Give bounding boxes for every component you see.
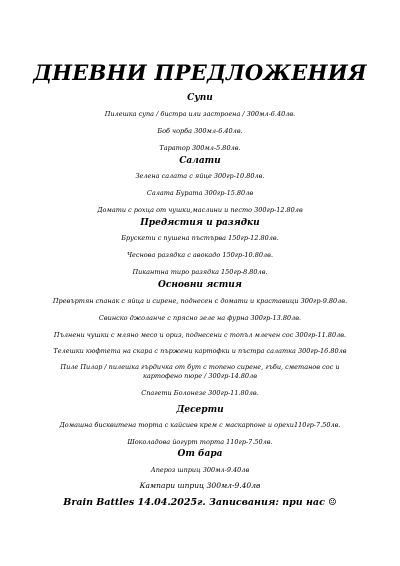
menu-item: Кампари шприц 300мл-9.40лв — [139, 481, 261, 490]
section-heading-bar: От бара — [177, 449, 223, 459]
event-announcement: Brain Battles 14.04.2025г. Записвания: при нас ☺ — [63, 497, 337, 508]
section-heading-starters: Предястия и разядки — [140, 218, 260, 228]
menu-item: Салата Бурата 300гр-15.80лв — [146, 189, 254, 197]
menu-item: Апероз шприц 300мл-9.40лв — [150, 466, 250, 474]
menu-item: Пиле Пилар / пилешка гърдичка от бут с топено сирене, гъби, сметанов сос и картофено пюре / 300гр-14.80лв — [60, 363, 340, 380]
section-heading-salads: Салати — [179, 156, 221, 166]
menu-item: Боб чорба 300мл-6.40лв. — [157, 127, 243, 135]
menu-item: Чеснова разядка с авокадо 150гр-10.80лв. — [126, 251, 274, 259]
section-heading-soups: Супи — [187, 93, 213, 103]
menu-item: Домати с рохца от чушки,маслини и песто 300гр-12.80лв — [97, 206, 303, 214]
menu-item: Домашна бисквитена торта с кайсиев крем с маскарпоне и орехи110гр-7.50лв. — [59, 421, 341, 429]
menu-item: Пилешка супа / бистра или застроена / 300мл-6.40лв. — [104, 110, 296, 118]
menu-item: Телешки кюфтета на скара с пържени картофки и пъстра салатка 300гр-16.80лв — [53, 347, 347, 355]
section-heading-desserts: Десерти — [176, 405, 224, 415]
page-title: ДНЕВНИ ПРЕДЛОЖЕНИЯ — [33, 60, 367, 85]
menu-item: Спагети Болонезе 300гр-11.80лв. — [141, 389, 259, 397]
menu-item: Пикантна тиро разядка 150гр-8.80лв. — [132, 268, 268, 276]
menu-item: Превъртян спанак с яйца и сирене, поднесен с домати и краставици 300гр-9.80лв. — [52, 297, 348, 305]
menu-item: Таратор 300мл-5.80лв. — [159, 144, 241, 152]
menu-item: Свинско джоланче с прясно зеле на фурна 300гр-13.80лв. — [98, 314, 302, 322]
menu-item: Шоколадова йогурт торта 110гр-7.50лв. — [127, 438, 273, 446]
menu-item: Брускети с пушена пъстърва 150гр-12.80лв. — [121, 234, 279, 242]
menu-item: Пълнени чушки с мляно месо и ориз, поднесени с топъл млечен сос 300гр-11.80лв. — [53, 331, 347, 339]
menu-item: Зелена салата с яйце 300гр-10.80лв. — [135, 172, 265, 180]
section-heading-mains: Основни ястия — [158, 280, 242, 290]
